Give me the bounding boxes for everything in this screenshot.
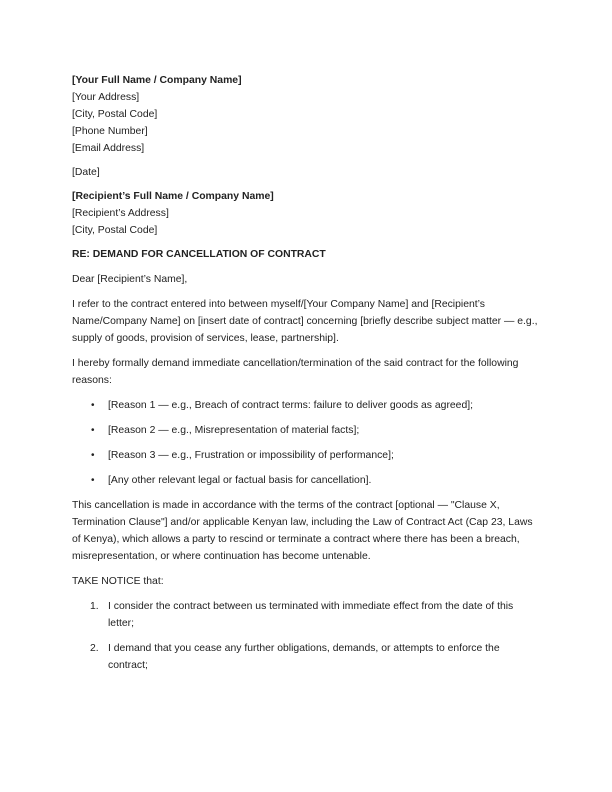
bullet-icon: • xyxy=(91,450,95,461)
demand-paragraph: I hereby formally demand immediate cancellation/termination of the said contract for the following reasons: xyxy=(72,358,519,386)
notice-heading: TAKE NOTICE that: xyxy=(72,576,164,587)
date-line: [Date] xyxy=(72,167,100,178)
recipient-block xyxy=(72,188,540,239)
recipient-city: [City, Postal Code] xyxy=(72,225,158,236)
subject-line: RE: DEMAND FOR CANCELLATION OF CONTRACT xyxy=(72,249,326,260)
sender-block xyxy=(72,72,540,157)
reason-text: [Any other relevant legal or factual basis for cancellation]. xyxy=(108,475,372,486)
reason-text: [Reason 1 — e.g., Breach of contract terms: failure to deliver goods as agreed]; xyxy=(108,400,474,411)
reasons-list xyxy=(72,397,540,489)
sender-email: [Email Address] xyxy=(72,143,145,154)
sender-name: [Your Full Name / Company Name] xyxy=(72,75,242,86)
list-number: 2. xyxy=(90,643,99,654)
bullet-icon: • xyxy=(91,475,95,486)
list-item xyxy=(72,472,540,489)
list-item xyxy=(72,598,540,632)
notice-list xyxy=(72,598,540,674)
salutation: Dear [Recipient’s Name], xyxy=(72,274,188,285)
recipient-address: [Recipient’s Address] xyxy=(72,208,169,219)
bullet-icon: • xyxy=(91,400,95,411)
notice-text: I demand that you cease any further obligations, demands, or attempts to enforce the contract; xyxy=(108,643,500,671)
list-item xyxy=(72,447,540,464)
intro-paragraph: I refer to the contract entered into between myself/[Your Company Name] and [Recipient’s Name/Company Name] on [insert date of contract] concerning [briefly describe subject matter — e.g., supply of goods, provision of services, lease, partnership]. xyxy=(72,299,538,344)
basis-paragraph: This cancellation is made in accordance with the terms of the contract [optional — "Clause X, Termination Clause"] and/or applicable Kenyan law, including the Law of Contract Act (Cap 23, Laws of Kenya), which allows a party to rescind or terminate a contract where there has been a breach, misrepresentation, or where continuation has become untenable. xyxy=(72,500,533,562)
sender-phone: [Phone Number] xyxy=(72,126,148,137)
list-number: 1. xyxy=(90,601,99,612)
sender-city: [City, Postal Code] xyxy=(72,109,158,120)
notice-text: I consider the contract between us terminated with immediate effect from the date of this letter; xyxy=(108,601,514,629)
reason-text: [Reason 3 — e.g., Frustration or impossibility of performance]; xyxy=(108,450,394,461)
bullet-icon: • xyxy=(91,425,95,436)
list-item xyxy=(72,640,540,674)
list-item xyxy=(72,422,540,439)
recipient-name: [Recipient’s Full Name / Company Name] xyxy=(72,191,274,202)
letter-page xyxy=(72,72,540,682)
reason-text: [Reason 2 — e.g., Misrepresentation of material facts]; xyxy=(108,425,360,436)
list-item xyxy=(72,397,540,414)
sender-address: [Your Address] xyxy=(72,92,140,103)
